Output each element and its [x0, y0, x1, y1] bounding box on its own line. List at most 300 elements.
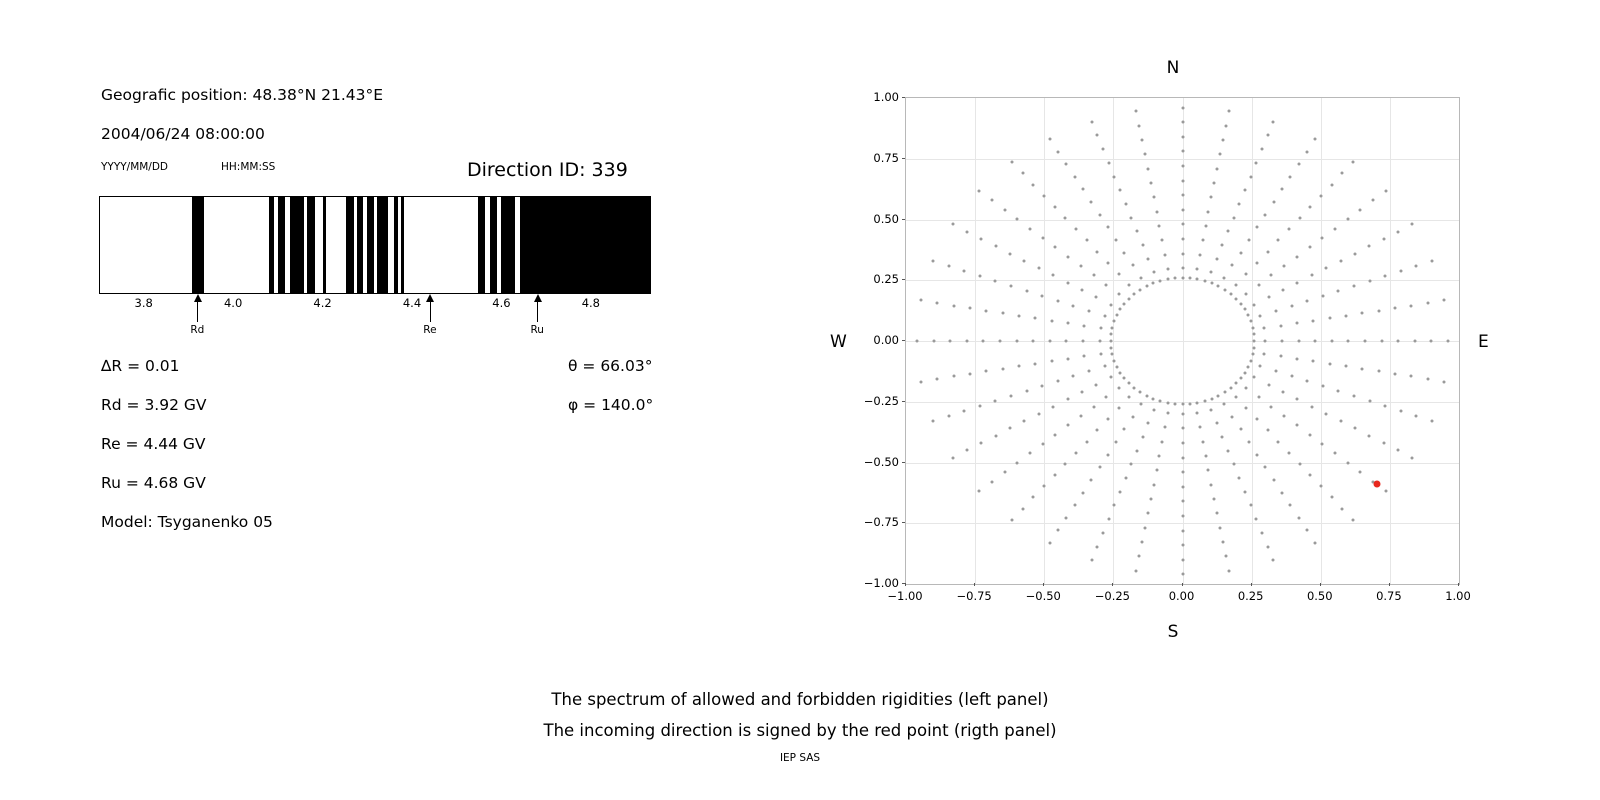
direction-point: [1083, 324, 1086, 327]
direction-point: [1321, 236, 1324, 239]
direction-point: [1181, 135, 1184, 138]
direction-point: [1247, 238, 1250, 241]
direction-point: [1330, 340, 1333, 343]
direction-point: [1243, 371, 1246, 374]
direction-point: [1249, 175, 1252, 178]
direction-point: [1259, 364, 1262, 367]
direction-point: [1204, 454, 1207, 457]
direction-point: [1266, 545, 1269, 548]
direction-point: [1164, 426, 1167, 429]
direction-point: [1281, 340, 1284, 343]
direction-point: [1213, 497, 1216, 500]
x-tickmark: [1112, 583, 1113, 586]
direction-point: [1218, 153, 1221, 156]
direction-point: [1003, 471, 1006, 474]
y-tick-label: 0.75: [873, 150, 899, 165]
direction-point: [1173, 402, 1176, 405]
direction-point: [1399, 270, 1402, 273]
direction-point: [1430, 260, 1433, 263]
datetime-label: 2004/06/24 08:00:00: [101, 125, 265, 143]
time-format-label: HH:MM:SS: [221, 161, 276, 173]
direction-point: [1195, 268, 1198, 271]
direction-point: [1198, 253, 1201, 256]
direction-point: [1159, 279, 1162, 282]
direction-point: [1181, 471, 1184, 474]
direction-point: [1239, 428, 1242, 431]
direction-point: [1224, 124, 1227, 127]
direction-point: [1081, 491, 1084, 494]
direction-point: [1209, 408, 1212, 411]
direction-point: [1041, 384, 1044, 387]
selected-direction-point: [1374, 481, 1381, 488]
direction-point: [994, 399, 997, 402]
direction-point: [1117, 386, 1120, 389]
direction-point: [1312, 319, 1315, 322]
direction-point: [1245, 293, 1248, 296]
direction-point: [1234, 284, 1237, 287]
direction-point: [1095, 296, 1098, 299]
forbidden-band: [357, 197, 363, 293]
direction-point: [1352, 518, 1355, 521]
direction-point: [1181, 412, 1184, 415]
direction-point: [1270, 274, 1273, 277]
direction-point: [1247, 314, 1250, 317]
direction-point: [1098, 340, 1101, 343]
direction-point: [1092, 274, 1095, 277]
y-tickmark: [902, 401, 905, 402]
direction-point: [1135, 110, 1138, 113]
forbidden-band: [290, 197, 304, 293]
direction-point: [1067, 255, 1070, 258]
direction-point: [1141, 541, 1144, 544]
direction-point: [1328, 362, 1331, 365]
direction-point: [1153, 408, 1156, 411]
direction-point: [1106, 261, 1109, 264]
direction-point: [1352, 285, 1355, 288]
direction-point: [1339, 420, 1342, 423]
direction-point: [1321, 443, 1324, 446]
re-value: Re = 4.44 GV: [101, 435, 206, 453]
direction-point: [1102, 531, 1105, 534]
direction-point: [1359, 471, 1362, 474]
direction-point: [1239, 302, 1242, 305]
direction-point: [1203, 279, 1206, 282]
direction-point: [1147, 257, 1150, 260]
direction-point: [1146, 167, 1149, 170]
direction-point: [1253, 340, 1256, 343]
direction-point: [1107, 161, 1110, 164]
direction-point: [1073, 175, 1076, 178]
direction-point: [951, 223, 954, 226]
direction-point: [1131, 264, 1134, 267]
direction-point: [1218, 526, 1221, 529]
direction-point: [1181, 427, 1184, 430]
forbidden-band: [278, 197, 285, 293]
direction-point: [1130, 216, 1133, 219]
direction-point: [1207, 210, 1210, 213]
x-tickmark: [905, 583, 906, 586]
direction-point: [1181, 165, 1184, 168]
direction-point: [1181, 403, 1184, 406]
direction-point: [1010, 285, 1013, 288]
direction-point: [978, 489, 981, 492]
direction-point: [1397, 449, 1400, 452]
direction-point: [1119, 189, 1122, 192]
direction-point: [1057, 150, 1060, 153]
direction-point: [1223, 288, 1226, 291]
y-tickmark: [902, 97, 905, 98]
direction-point: [1305, 150, 1308, 153]
direction-point: [1057, 529, 1060, 532]
direction-point: [1260, 148, 1263, 151]
direction-point: [1041, 236, 1044, 239]
direction-point: [1209, 271, 1212, 274]
direction-point: [1115, 365, 1118, 368]
direction-point: [1446, 340, 1449, 343]
direction-point: [1377, 370, 1380, 373]
direction-point: [1111, 326, 1114, 329]
compass-east-label: E: [1478, 332, 1489, 352]
direction-point: [969, 372, 972, 375]
direction-point: [1384, 275, 1387, 278]
direction-point: [951, 456, 954, 459]
direction-point: [1098, 466, 1101, 469]
direction-point: [1361, 312, 1364, 315]
direction-point: [1110, 333, 1113, 336]
direction-point: [1320, 485, 1323, 488]
x-tick-label: 0.00: [1168, 589, 1195, 603]
direction-point: [1153, 271, 1156, 274]
direction-point: [990, 199, 993, 202]
theta-value: θ = 66.03°: [568, 357, 653, 375]
compass-west-label: W: [830, 332, 847, 352]
direction-point: [1229, 386, 1232, 389]
direction-point: [1161, 239, 1164, 242]
direction-point: [1217, 285, 1220, 288]
direction-point: [1264, 340, 1267, 343]
direction-point: [1054, 433, 1057, 436]
marker-line: [537, 300, 538, 322]
direction-point: [1001, 312, 1004, 315]
direction-point: [1189, 402, 1192, 405]
direction-point: [1010, 394, 1013, 397]
forbidden-band: [346, 197, 354, 293]
direction-point: [1314, 340, 1317, 343]
direction-point: [1277, 440, 1280, 443]
direction-point: [1054, 246, 1057, 249]
direction-point: [1272, 478, 1275, 481]
direction-point: [1229, 293, 1232, 296]
direction-point: [1124, 202, 1127, 205]
direction-point: [1266, 134, 1269, 137]
direction-point: [1117, 272, 1120, 275]
direction-point: [1337, 389, 1340, 392]
direction-point: [1213, 182, 1216, 185]
spectrum-x-tick-label: 4.8: [581, 296, 601, 310]
gridline-horizontal: [906, 220, 1459, 221]
direction-point: [1277, 239, 1280, 242]
direction-point: [1308, 246, 1311, 249]
direction-point: [1028, 227, 1031, 230]
direction-point: [1320, 194, 1323, 197]
direction-point: [1195, 411, 1198, 414]
direction-point: [1257, 283, 1260, 286]
direction-point: [1074, 451, 1077, 454]
direction-point: [1037, 267, 1040, 270]
direction-point: [1251, 326, 1254, 329]
direction-point: [1232, 463, 1235, 466]
y-tick-label: 0.00: [873, 333, 899, 347]
direction-point: [1289, 175, 1292, 178]
direction-point: [1368, 434, 1371, 437]
direction-point: [1110, 346, 1113, 349]
direction-point: [1144, 526, 1147, 529]
direction-point: [1090, 478, 1093, 481]
direction-point: [1021, 507, 1024, 510]
direction-point: [1079, 414, 1082, 417]
direction-point: [1074, 228, 1077, 231]
direction-point: [932, 340, 935, 343]
direction-point: [1272, 120, 1275, 123]
x-tick-label: −1.00: [887, 589, 923, 603]
direction-point: [1352, 394, 1355, 397]
direction-point: [1353, 427, 1356, 430]
direction-point: [1085, 440, 1088, 443]
x-tick-label: −0.50: [1025, 589, 1061, 603]
direction-point: [1117, 407, 1120, 410]
direction-point: [1090, 201, 1093, 204]
direction-point: [1181, 485, 1184, 488]
direction-point: [1135, 569, 1138, 572]
direction-point: [1309, 474, 1312, 477]
direction-point: [1380, 340, 1383, 343]
direction-point: [1133, 293, 1136, 296]
direction-point: [1096, 545, 1099, 548]
direction-point: [1224, 555, 1227, 558]
forbidden-band: [520, 197, 650, 293]
direction-point: [1133, 386, 1136, 389]
direction-point: [1067, 357, 1070, 360]
direction-point: [994, 245, 997, 248]
gridline-horizontal: [906, 280, 1459, 281]
direction-point: [1243, 490, 1246, 493]
direction-point: [978, 190, 981, 193]
direction-point: [1052, 405, 1055, 408]
direction-point: [1234, 395, 1237, 398]
y-tickmark: [902, 340, 905, 341]
y-tickmark: [902, 583, 905, 584]
direction-point: [1252, 346, 1255, 349]
direction-point: [1021, 172, 1024, 175]
direction-point: [1221, 244, 1224, 247]
direction-point: [1128, 382, 1131, 385]
forbidden-band: [401, 197, 405, 293]
direction-point: [1359, 208, 1362, 211]
direction-point: [1281, 491, 1284, 494]
caption-line-1: The spectrum of allowed and forbidden rigidities (left panel): [551, 690, 1049, 709]
direction-point: [1368, 245, 1371, 248]
direction-point: [1128, 395, 1131, 398]
credit-label: IEP SAS: [779, 752, 821, 764]
direction-point: [1066, 398, 1069, 401]
direction-point: [1130, 463, 1133, 466]
direction-point: [1243, 308, 1246, 311]
direction-point: [1166, 278, 1169, 281]
direction-point: [969, 307, 972, 310]
direction-point: [1056, 379, 1059, 382]
marker-label: Ru: [530, 324, 544, 336]
direction-point: [1065, 340, 1068, 343]
direction-point: [1239, 251, 1242, 254]
direction-point: [1234, 297, 1237, 300]
direction-point: [1087, 310, 1090, 313]
direction-point: [947, 265, 950, 268]
direction-point: [1399, 409, 1402, 412]
x-tickmark: [1182, 583, 1183, 586]
direction-point: [1181, 179, 1184, 182]
direction-point: [1152, 483, 1155, 486]
direction-point: [1080, 288, 1083, 291]
direction-point: [999, 340, 1002, 343]
direction-point: [1239, 377, 1242, 380]
caption-line-2: The incoming direction is signed by the red point (rigth panel): [543, 721, 1057, 740]
direction-point: [1283, 265, 1286, 268]
direction-point: [1217, 394, 1220, 397]
gridline-horizontal: [906, 341, 1459, 342]
direction-point: [1042, 485, 1045, 488]
direction-point: [1328, 317, 1331, 320]
direction-point: [1297, 163, 1300, 166]
direction-point: [1048, 137, 1051, 140]
direction-point: [1050, 360, 1053, 363]
direction-point: [1363, 340, 1366, 343]
direction-point: [1083, 355, 1086, 358]
direction-point: [1330, 496, 1333, 499]
direction-point: [1411, 456, 1414, 459]
direction-point: [1295, 424, 1298, 427]
direction-point: [1009, 427, 1012, 430]
direction-point: [1231, 264, 1234, 267]
direction-point: [1018, 314, 1021, 317]
direction-point: [1181, 456, 1184, 459]
direction-point: [1115, 238, 1118, 241]
direction-point: [1128, 284, 1131, 287]
direction-point: [1155, 210, 1158, 213]
direction-point: [1028, 452, 1031, 455]
direction-point: [1196, 401, 1199, 404]
direction-point: [1001, 367, 1004, 370]
date-format-label: YYYY/MM/DD: [101, 161, 169, 173]
direction-point: [1334, 227, 1337, 230]
direction-point: [1384, 190, 1387, 193]
y-tick-label: 1.00: [873, 90, 899, 104]
direction-point: [1067, 424, 1070, 427]
direction-point: [1210, 282, 1213, 285]
x-tick-label: −0.25: [1094, 589, 1130, 603]
x-tick-label: 0.75: [1376, 589, 1402, 603]
direction-point: [1306, 379, 1309, 382]
direction-point: [1306, 300, 1309, 303]
direction-point: [1025, 290, 1028, 293]
direction-point: [1113, 359, 1116, 362]
direction-point: [1325, 412, 1328, 415]
direction-point: [1223, 391, 1226, 394]
direction-point: [1309, 205, 1312, 208]
direction-point: [1310, 274, 1313, 277]
direction-point: [1034, 362, 1037, 365]
direction-point: [980, 237, 983, 240]
direction-point: [1042, 194, 1045, 197]
direction-point: [1181, 529, 1184, 532]
direction-point: [1105, 396, 1108, 399]
direction-point: [1166, 401, 1169, 404]
direction-point: [1164, 253, 1167, 256]
x-tickmark: [1458, 583, 1459, 586]
forbidden-band: [269, 197, 275, 293]
direction-point: [1372, 199, 1375, 202]
direction-point: [1138, 555, 1141, 558]
direction-point: [965, 230, 968, 233]
direction-point: [1210, 397, 1213, 400]
direction-point: [1341, 507, 1344, 510]
direction-point: [1222, 403, 1225, 406]
direction-point: [1032, 183, 1035, 186]
direction-point: [1238, 202, 1241, 205]
direction-point: [1353, 252, 1356, 255]
direction-point: [1106, 453, 1109, 456]
direction-point: [1215, 257, 1218, 260]
direction-point: [1113, 504, 1116, 507]
direction-point: [1131, 415, 1134, 418]
direction-point: [1072, 305, 1075, 308]
spectrum-x-tick-label: 3.8: [134, 296, 153, 310]
y-tickmark: [902, 522, 905, 523]
gridline-horizontal: [906, 523, 1459, 524]
forbidden-band: [501, 197, 515, 293]
direction-point: [994, 434, 997, 437]
direction-point: [1181, 544, 1184, 547]
direction-point: [1238, 477, 1241, 480]
direction-point: [1099, 352, 1102, 355]
direction-point: [1411, 223, 1414, 226]
direction-point: [1065, 516, 1068, 519]
direction-point: [1198, 426, 1201, 429]
direction-point: [1032, 340, 1035, 343]
direction-point: [1041, 443, 1044, 446]
direction-id-label: Direction ID: 339: [467, 159, 628, 181]
direction-point: [1270, 405, 1273, 408]
direction-point: [1181, 150, 1184, 153]
direction-point: [1255, 518, 1258, 521]
direction-point: [1252, 333, 1255, 336]
direction-point: [1147, 422, 1150, 425]
x-tickmark: [1043, 583, 1044, 586]
direction-point: [1123, 302, 1126, 305]
direction-point: [1111, 353, 1114, 356]
direction-point: [1321, 384, 1324, 387]
direction-point: [1341, 172, 1344, 175]
marker-label: Rd: [190, 324, 205, 336]
direction-point: [1181, 237, 1184, 240]
direction-point: [1227, 569, 1230, 572]
direction-point: [1226, 449, 1229, 452]
x-tick-label: 0.25: [1237, 589, 1264, 603]
direction-point: [1155, 469, 1158, 472]
direction-point: [1167, 411, 1170, 414]
direction-point: [1181, 121, 1184, 124]
direction-point: [1201, 440, 1204, 443]
direction-point: [1181, 500, 1184, 503]
